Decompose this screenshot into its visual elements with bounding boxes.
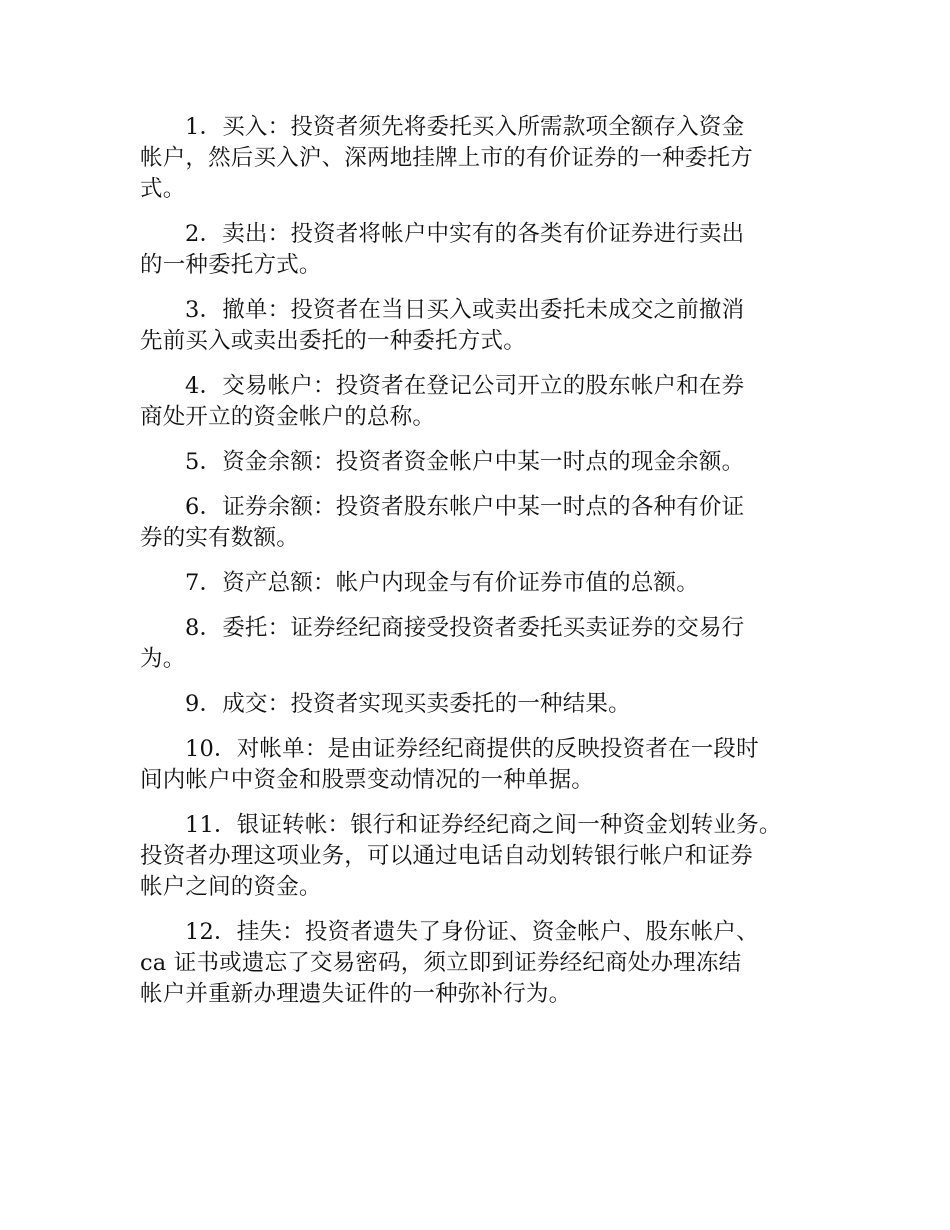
paragraph-9-line-1: 9．成交：投资者实现买卖委托的一种结果。 bbox=[185, 691, 631, 717]
paragraph-6-line-1: 6．证券余额：投资者股东帐户中某一时点的各种有价证 bbox=[185, 494, 745, 520]
paragraph-11 bbox=[140, 810, 816, 903]
paragraph-2-line-1: 2．卖出：投资者将帐户中实有的各类有价证券进行卖出 bbox=[185, 221, 745, 247]
paragraph-11-line-2: 投资者办理这项业务，可以通过电话自动划转银行帐户和证券 bbox=[140, 843, 753, 869]
paragraph-7-line-1: 7．资产总额：帐户内现金与有价证券市值的总额。 bbox=[185, 570, 699, 596]
paragraph-5-line-1: 5．资金余额：投资者资金帐户中某一时点的现金余额。 bbox=[185, 449, 745, 475]
paragraph-1 bbox=[140, 112, 816, 205]
paragraph-2-line-2: 的一种委托方式。 bbox=[140, 252, 322, 278]
paragraph-11-line-3: 帐户之间的资金。 bbox=[140, 874, 322, 900]
paragraph-3 bbox=[140, 295, 816, 357]
paragraph-12-line-2: ca 证书或遗忘了交易密码，须立即到证券经纪商处办理冻结 bbox=[140, 950, 742, 976]
paragraph-8 bbox=[140, 613, 816, 675]
paragraph-1-line-3: 式。 bbox=[140, 176, 186, 202]
paragraph-12 bbox=[140, 917, 816, 1010]
paragraph-10 bbox=[140, 734, 816, 796]
paragraph-1-line-2: 帐户，然后买入沪、深两地挂牌上市的有价证券的一种委托方 bbox=[140, 145, 753, 171]
paragraph-6-line-2: 券的实有数额。 bbox=[140, 525, 299, 551]
paragraph-7 bbox=[140, 568, 816, 599]
paragraph-10-line-1: 10．对帐单：是由证券经纪商提供的反映投资者在一段时 bbox=[185, 736, 759, 762]
paragraph-3-line-1: 3．撤单：投资者在当日买入或卖出委托未成交之前撤消 bbox=[185, 297, 745, 323]
document-body bbox=[140, 112, 816, 1024]
paragraph-10-line-2: 间内帐户中资金和股票变动情况的一种单据。 bbox=[140, 767, 595, 793]
paragraph-2 bbox=[140, 219, 816, 281]
paragraph-12-line-3: 帐户并重新办理遗失证件的一种弥补行为。 bbox=[140, 981, 572, 1007]
paragraph-8-line-2: 为。 bbox=[140, 646, 186, 672]
paragraph-6 bbox=[140, 492, 816, 554]
paragraph-4-line-2: 商处开立的资金帐户的总称。 bbox=[140, 404, 436, 430]
paragraph-4 bbox=[140, 371, 816, 433]
paragraph-11-line-1: 11．银证转帐：银行和证券经纪商之间一种资金划转业务。 bbox=[185, 812, 782, 838]
paragraph-9 bbox=[140, 689, 816, 720]
paragraph-8-line-1: 8．委托：证券经纪商接受投资者委托买卖证券的交易行 bbox=[185, 615, 745, 641]
paragraph-4-line-1: 4．交易帐户：投资者在登记公司开立的股东帐户和在券 bbox=[185, 373, 745, 399]
paragraph-3-line-2: 先前买入或卖出委托的一种委托方式。 bbox=[140, 328, 526, 354]
paragraph-1-line-1: 1．买入：投资者须先将委托买入所需款项全额存入资金 bbox=[185, 114, 745, 140]
paragraph-5 bbox=[140, 447, 816, 478]
paragraph-12-line-1: 12．挂失：投资者遗失了身份证、资金帐户、股东帐户、 bbox=[185, 919, 759, 945]
